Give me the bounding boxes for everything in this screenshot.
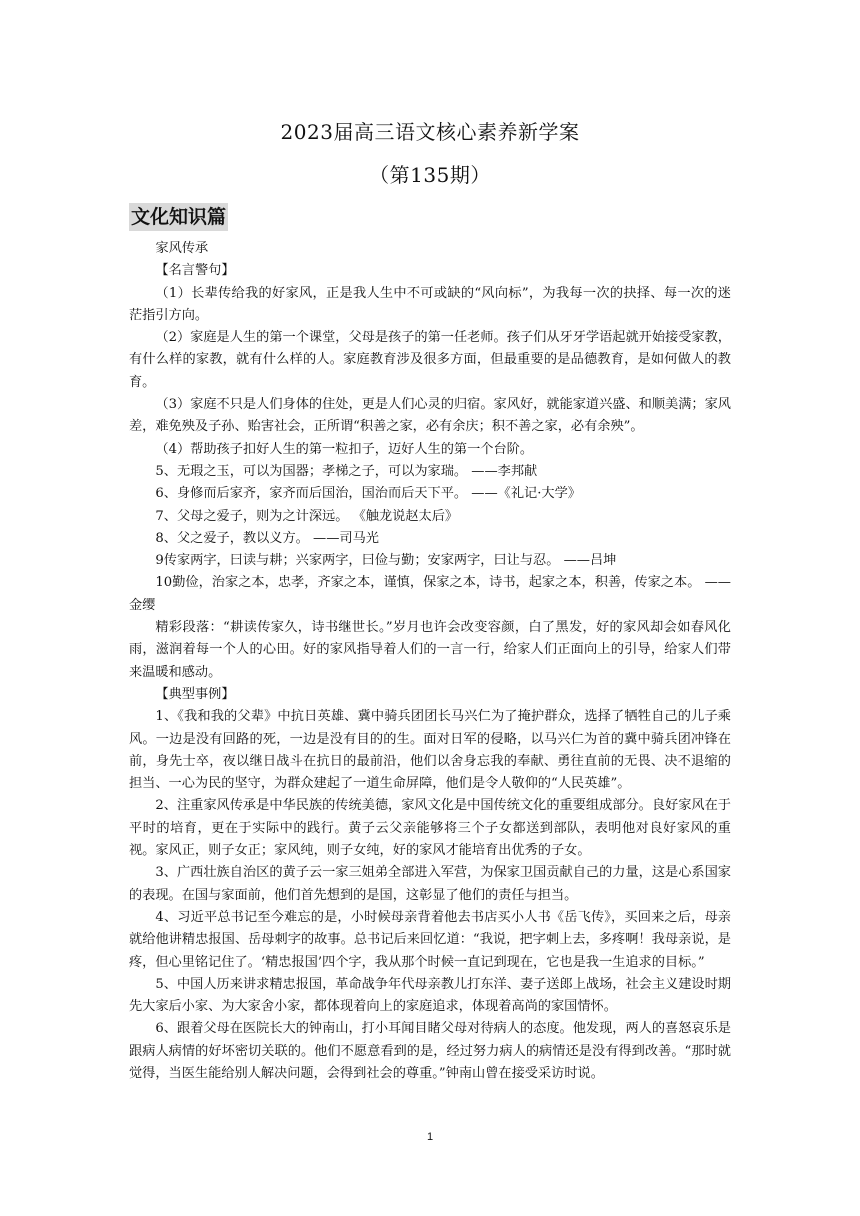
- quotes-heading: 【名言警句】: [155, 263, 235, 279]
- quote-item: 5、无瑕之玉，可以为国器；孝梯之子，可以为家瑞。 ——李邦献: [155, 463, 538, 479]
- page-number: 1: [426, 1131, 434, 1143]
- quote-item: 9传家两字，曰读与耕；兴家两字，曰俭与勤；安家两字，曰让与忍。 ——吕坤: [155, 553, 617, 569]
- quote-item: 6、身修而后家齐，家齐而后国治，国治而后天下平。 ——《礼记·大学》: [155, 486, 581, 502]
- quote-item: （4）帮助孩子扣好人生的第一粒扣子，迈好人生的第一个台阶。: [155, 441, 534, 457]
- quote-item: （1）长辈传给我的好家风，正是我人生中不可或缺的“风向标”，为我每一次的抉择、每一次的迷茫指引方向。: [129, 285, 731, 323]
- quote-item: （2）家庭是人生的第一个课堂，父母是孩子的第一任老师。孩子们从牙牙学语起就开始接受家教，有什么样的家教，就有什么样的人。家庭教育涉及很多方面，但最重要的是品德教育，是如何做人的教育。: [129, 330, 731, 390]
- quote-item: 10勤俭，治家之本，忠孝，齐家之本，谨慎，保家之本，诗书，起家之本，积善，传家之本。 ——金缨: [129, 575, 731, 613]
- section-heading: 文化知识篇: [129, 203, 228, 231]
- examples-heading: 【典型事例】: [155, 686, 235, 702]
- issue-number: （第135期）: [369, 163, 491, 187]
- quote-item: （3）家庭不只是人们身体的住处，更是人们心灵的归宿。家风好，就能家道兴盛、和顺美满；家风差，难免殃及子孙、贻害社会，正所谓“积善之家，必有余庆；积不善之家，必有余殃”。: [129, 397, 731, 435]
- document-title: 2023届高三语文核心素养新学案: [280, 120, 580, 144]
- quote-item: 7、父母之爱子，则为之计深远。 《触龙说赵太后》: [155, 508, 459, 524]
- quote-item: 8、父之爱子，教以义方。 ——司马光: [155, 530, 379, 546]
- example-item: 4、习近平总书记至今难忘的是，小时候母亲背着他去书店买小人书《岳飞传》，买回来之后，母亲就给他讲精忠报国、岳母刺字的故事。总书记后来回忆道：“我说，把字刺上去，多疼啊！我母亲说，是疼，但心里铭记住了。‘精忠报国’四个字，我从那个时候一直记到现在，它也是我一生追求的目标。”: [129, 909, 731, 970]
- document-body: [129, 238, 731, 1085]
- example-item: 1、《我和我的父辈》中抗日英雄、冀中骑兵团团长马兴仁为了掩护群众，选择了牺牲自己的儿子乘风。一边是没有回路的死，一边是没有目的的生。面对日军的侵略，以马兴仁为首的冀中骑兵团冲锋在前，身先士卒，夜以继日战斗在抗日的最前沿，他们以舍身忘我的奉献、勇往直前的无畏、决不退缩的担当、一心为民的坚守，为群众建起了一道生命屏障，他们是令人敬仰的“人民英雄”。: [129, 709, 731, 792]
- example-item: 3、广西壮族自治区的黄子云一家三姐弟全部进入军营，为保家卫国贡献自己的力量，这是心系国家的表现。在国与家面前，他们首先想到的是国，这彰显了他们的责任与担当。: [129, 865, 731, 903]
- example-item: 6、跟着父母在医院长大的钟南山，打小耳闻目睹父母对待病人的态度。他发现，两人的喜怒哀乐是跟病人病情的好坏密切关联的。他们不愿意看到的是，经过努力病人的病情还是没有得到改善。“那时就觉得，当医生能给别人解决问题，会得到社会的尊重。”钟南山曾在接受采访时说。: [129, 1021, 731, 1081]
- excerpt-paragraph: 精彩段落：“耕读传家久，诗书继世长。”岁月也许会改变容颜，白了黑发，好的家风却会如春风化雨，滋润着每一个人的心田。好的家风指导着人们的一言一行，给家人们正面向上的引导，给家人们带来温暖和感动。: [129, 620, 731, 680]
- example-item: 5、中国人历来讲求精忠报国，革命战争年代母亲教儿打东洋、妻子送郎上战场，社会主义建设时期先大家后小家、为大家舍小家，都体现着向上的家庭追求，体现着高尚的家国情怀。: [129, 976, 731, 1015]
- topic-heading: 家风传承: [155, 241, 209, 256]
- example-item: 2、注重家风传承是中华民族的传统美德，家风文化是中国传统文化的重要组成部分。良好家风在于平时的培育，更在于实际中的践行。黄子云父亲能够将三个子女都送到部队，表明他对良好家风的重视。家风正，则子女正；家风纯，则子女纯，好的家风才能培育出优秀的子女。: [129, 798, 731, 859]
